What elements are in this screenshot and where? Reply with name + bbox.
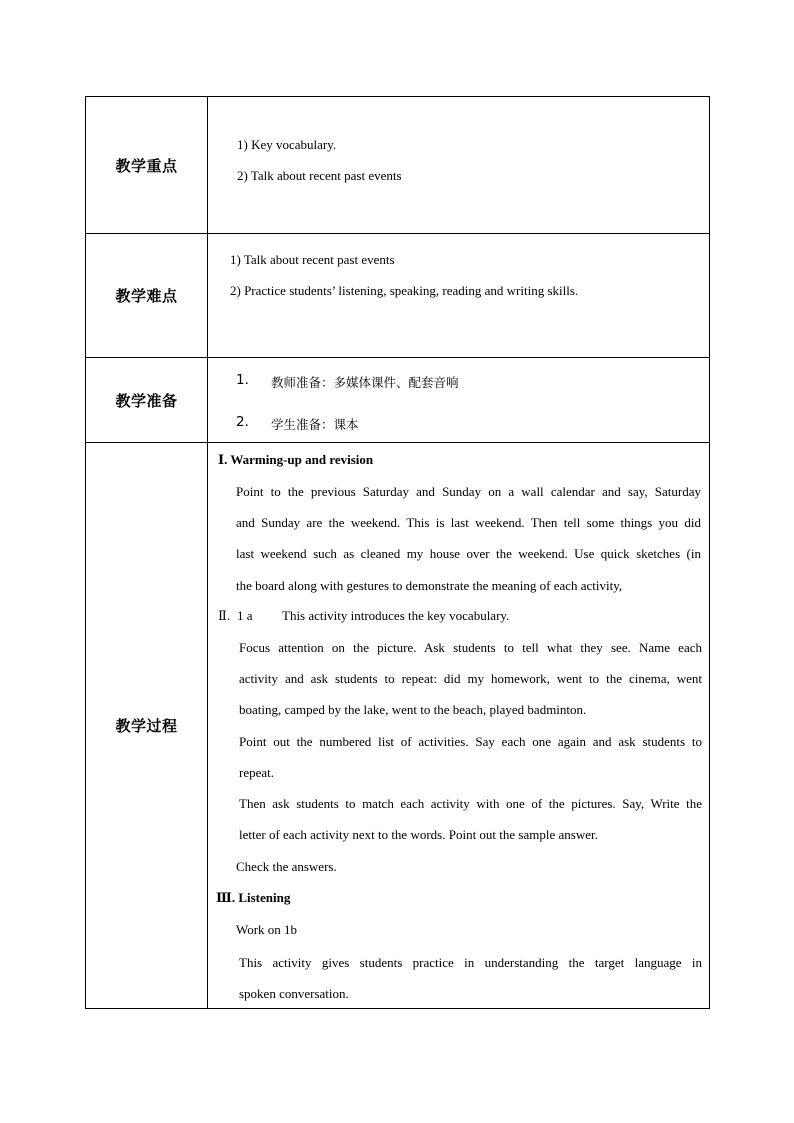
- text-line: letter of each activity next to the words. Point out the sample answer.: [239, 827, 598, 843]
- difficulty-item: 1) Talk about recent past events: [230, 252, 395, 267]
- text-line: Point to the previous Saturday and Sunday on a wall calendar and say, Saturday: [236, 484, 701, 499]
- text-line: Point out the numbered list of activities. Say each one again and ask students to: [239, 733, 702, 749]
- section-heading: Ⅰ. Warming-up and revision: [218, 452, 374, 467]
- content-preparation: [208, 358, 710, 443]
- section2-paragraph: [239, 632, 702, 850]
- content-difficulties: [208, 234, 710, 358]
- content-process: [208, 443, 710, 1009]
- prep-item-number: 2.: [236, 414, 249, 430]
- section-sub: Work on 1b: [236, 922, 298, 937]
- text-line: activity and ask students to repeat: did my homework, went to the cinema, went: [239, 671, 702, 687]
- difficulty-item: 2) Practice students’ listening, speaking, reading and writing skills.: [230, 283, 579, 298]
- text-line: last weekend such as cleaned my house over the weekend. Use quick sketches (in: [236, 546, 701, 562]
- prep-item-text: 学生准备：课本: [271, 417, 359, 432]
- label-key-points: 教学重点: [86, 97, 208, 234]
- section-tag: 1 a: [237, 608, 253, 623]
- text-line: Check the answers.: [236, 859, 337, 874]
- text-line: and Sunday are the weekend. This is last weekend. Then tell some things you did: [236, 515, 701, 531]
- section-intro: This activity introduces the key vocabulary.: [282, 608, 510, 623]
- row-difficulties: [86, 234, 710, 358]
- section-heading: Ⅲ. Listening: [216, 890, 291, 905]
- text-line: This activity gives students practice in understanding the target language in: [239, 955, 702, 970]
- label-process: 教学过程: [86, 443, 208, 1009]
- text-line: repeat.: [239, 764, 275, 780]
- section3-paragraph: [239, 947, 702, 1009]
- text-line: Focus attention on the picture. Ask students to tell what they see. Name each: [239, 640, 702, 655]
- text-line: spoken conversation.: [239, 986, 349, 1002]
- prep-item-number: 1.: [236, 372, 249, 388]
- prep-item-text: 教师准备：多媒体课件、配套音响: [271, 375, 459, 390]
- text-line: Then ask students to match each activity with one of the pictures. Say, Write the: [239, 795, 702, 811]
- section1-paragraph: [236, 476, 701, 601]
- label-difficulties: 教学难点: [86, 234, 208, 358]
- text-line: the board along with gestures to demonstrate the meaning of each activity,: [236, 577, 623, 593]
- row-key-points: [86, 97, 710, 234]
- section-numeral: Ⅱ.: [218, 608, 231, 623]
- content-key-points: [208, 97, 710, 234]
- lesson-plan-table: [85, 96, 710, 1009]
- key-point-item: 2) Talk about recent past events: [237, 168, 402, 183]
- row-process: [86, 443, 710, 1009]
- key-point-item: 1) Key vocabulary.: [237, 137, 337, 152]
- row-preparation: [86, 358, 710, 443]
- label-preparation: 教学准备: [86, 358, 208, 443]
- text-line: boating, camped by the lake, went to the beach, played badminton.: [239, 702, 587, 718]
